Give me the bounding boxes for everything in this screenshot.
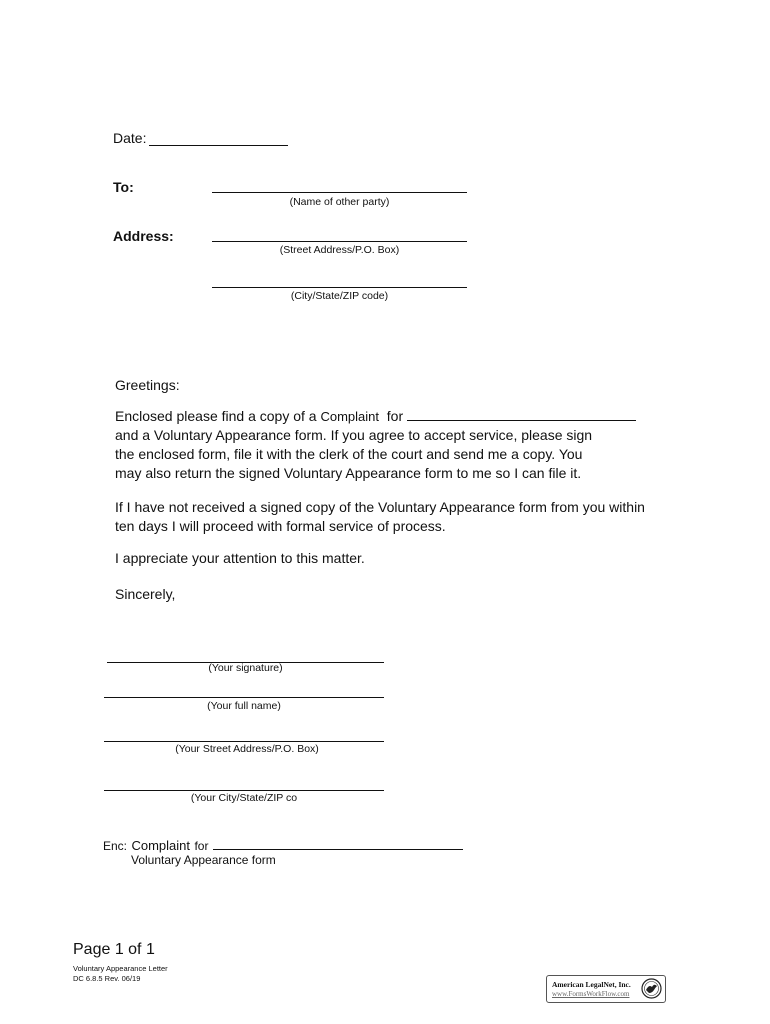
case-description-line[interactable] — [407, 408, 636, 421]
full-name-line[interactable] — [104, 697, 384, 698]
date-label: Date: — [113, 130, 147, 146]
your-street-address-line[interactable] — [104, 741, 384, 742]
enc-case-description-line[interactable] — [213, 838, 463, 850]
city-state-zip-line[interactable] — [212, 287, 467, 288]
street-address-line[interactable] — [212, 241, 467, 242]
paragraph-3: I appreciate your attention to this matter. — [115, 550, 365, 566]
document-type-field[interactable]: Complaint — [320, 409, 379, 424]
logo-company-name: American LegalNet, Inc. — [552, 980, 631, 989]
logo-url[interactable]: www.FormsWorkFlow.com — [552, 990, 630, 998]
eagle-seal-icon — [641, 978, 662, 999]
enc-document-field[interactable]: Complaint — [131, 838, 190, 853]
full-name-caption: (Your full name) — [207, 700, 281, 712]
closing: Sincerely, — [115, 586, 176, 602]
enc-label: Enc: — [103, 839, 128, 853]
greeting: Greetings: — [115, 377, 180, 393]
enc-for-text: for — [194, 839, 209, 853]
paragraph-2-line-1: If I have not received a signed copy of the Voluntary Appearance form from you within — [115, 499, 645, 515]
form-name: Voluntary Appearance Letter — [73, 964, 168, 973]
p1-for-text: for — [386, 408, 404, 424]
date-row — [113, 129, 146, 147]
other-party-name-caption: (Name of other party) — [289, 196, 390, 208]
form-code: DC 6.8.5 Rev. 06/19 — [73, 974, 141, 983]
paragraph-1-line-1 — [115, 407, 636, 426]
date-field-line[interactable] — [149, 145, 288, 146]
your-street-address-caption: (Your Street Address/P.O. Box) — [175, 743, 319, 755]
to-label: To: — [113, 179, 134, 195]
paragraph-1-line-2: and a Voluntary Appearance form. If you agree to accept service, please sign — [115, 427, 593, 443]
other-party-name-line[interactable] — [212, 192, 467, 193]
city-state-zip-caption: (City/State/ZIP code) — [290, 290, 389, 302]
american-legalnet-logo[interactable] — [546, 975, 666, 1003]
paragraph-1-line-4: may also return the signed Voluntary Appearance form to me so I can file it. — [115, 465, 582, 481]
p1-intro-text: Enclosed please find a copy of a — [115, 408, 317, 424]
paragraph-2-line-2: ten days I will proceed with formal service of process. — [115, 518, 446, 534]
your-city-state-zip-line[interactable] — [104, 790, 384, 791]
signature-caption: (Your signature) — [208, 662, 283, 674]
address-label: Address: — [113, 228, 174, 244]
enclosures-line-2: Voluntary Appearance form — [131, 853, 276, 867]
your-city-state-zip-caption: (Your City/State/ZIP co — [190, 792, 298, 804]
page-number: Page 1 of 1 — [73, 941, 155, 958]
paragraph-1-line-3: the enclosed form, file it with the clerk of the court and send me a copy. You — [115, 446, 583, 462]
street-address-caption: (Street Address/P.O. Box) — [279, 244, 400, 256]
